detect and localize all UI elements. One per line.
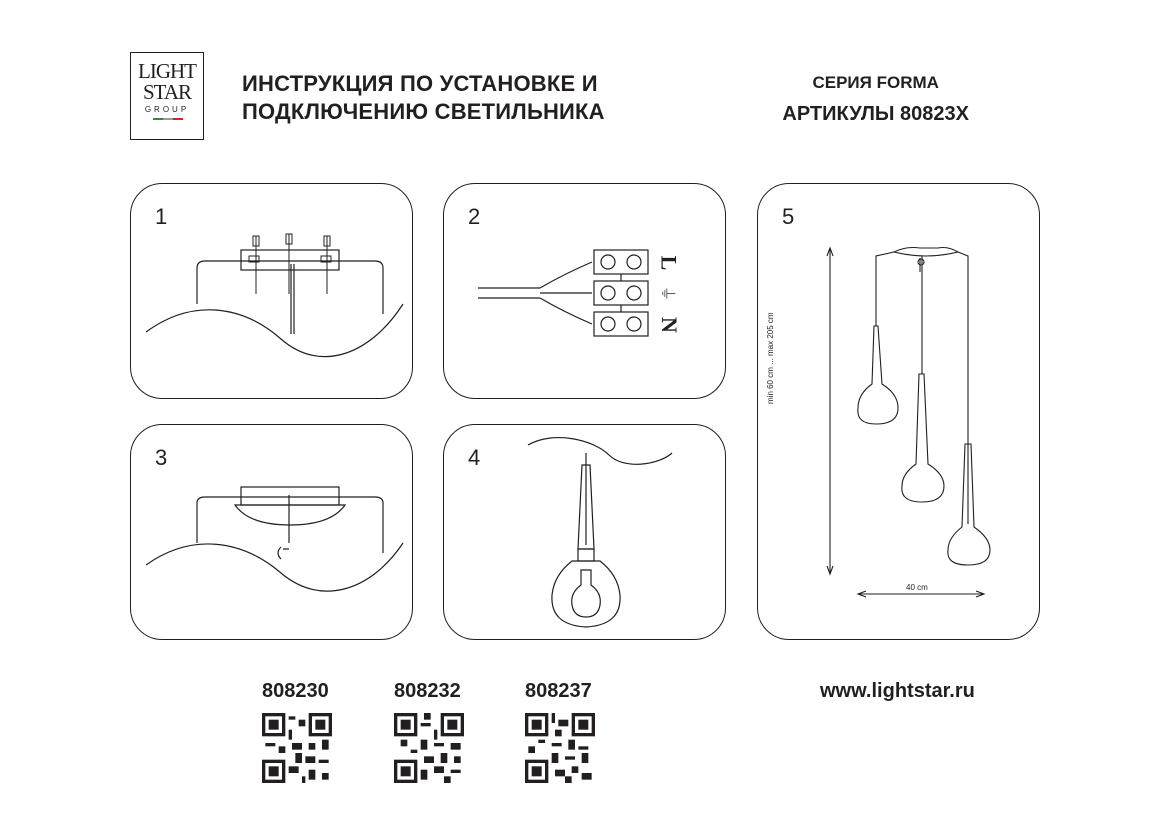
brand-logo bbox=[130, 52, 204, 140]
italian-flag-stripe bbox=[153, 118, 183, 120]
step-3-panel bbox=[130, 424, 413, 640]
series-info bbox=[782, 72, 969, 128]
height-dimension-label: min 60 cm ... max 205 cm bbox=[766, 312, 775, 404]
step-4-panel bbox=[443, 424, 726, 640]
step-number: 2 bbox=[468, 204, 481, 229]
article-range: АРТИКУЛЫ 80823X bbox=[782, 103, 969, 125]
step-2-panel bbox=[443, 183, 726, 399]
qr-code-icon bbox=[262, 713, 332, 783]
step-number: 1 bbox=[155, 204, 168, 229]
terminal-label-ground: ⏚ bbox=[658, 285, 676, 302]
article-code-1: 808230 bbox=[262, 680, 329, 702]
title-line-2: ПОДКЛЮЧЕНИЮ СВЕТИЛЬНИКА bbox=[242, 99, 605, 124]
dimensions-illustration bbox=[758, 184, 1041, 641]
bulb-installation-illustration bbox=[444, 425, 727, 641]
step-5-panel bbox=[757, 183, 1040, 640]
logo-line-3: GROUP bbox=[144, 105, 190, 114]
step-number: 3 bbox=[155, 445, 168, 470]
mounting-bracket-illustration bbox=[131, 184, 414, 400]
qr-code-icon bbox=[394, 713, 464, 783]
logo-line-1: LIGHT bbox=[138, 59, 196, 83]
canopy-fixing-illustration bbox=[131, 425, 414, 641]
title-line-1: ИНСТРУКЦИЯ ПО УСТАНОВКЕ И bbox=[242, 71, 598, 96]
step-1-panel bbox=[130, 183, 413, 399]
terminal-label-live: L bbox=[656, 255, 682, 271]
qr-code-icon bbox=[525, 713, 595, 783]
wiring-terminal-illustration bbox=[444, 184, 727, 400]
step-number: 5 bbox=[782, 204, 795, 229]
series-name: СЕРИЯ FORMA bbox=[812, 73, 939, 92]
article-code-2: 808232 bbox=[394, 680, 461, 702]
page-title bbox=[242, 70, 605, 126]
logo-line-2: STAR bbox=[143, 80, 191, 104]
website-link[interactable]: www.lightstar.ru bbox=[820, 680, 975, 702]
width-dimension-label: 40 cm bbox=[906, 583, 928, 592]
terminal-label-neutral: N bbox=[656, 317, 682, 333]
article-code-3: 808237 bbox=[525, 680, 592, 702]
step-number: 4 bbox=[468, 445, 481, 470]
